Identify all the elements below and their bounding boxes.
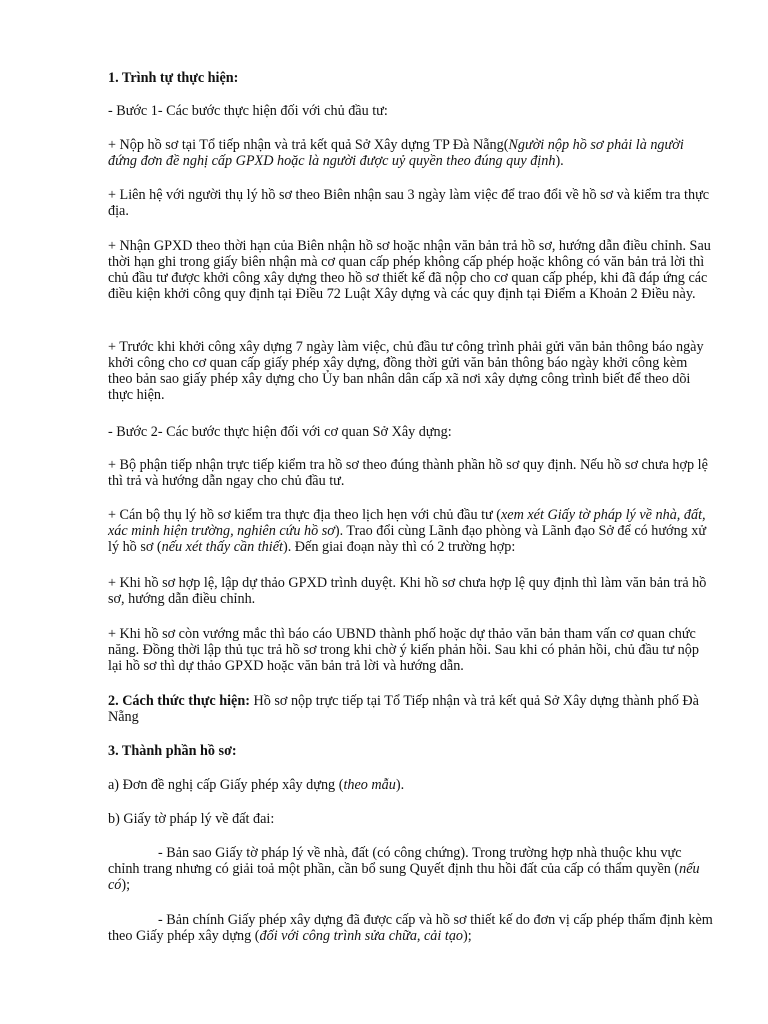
section-2-paragraph: 2. Cách thức thực hiện: Hồ sơ nộp trực tiếp tại Tổ Tiếp nhận và trả kết quả Sở Xây dựng thành phố Đà Nẵng <box>108 693 699 725</box>
step-1-item-2: + Liên hệ với người thụ lý hồ sơ theo Biên nhận sau 3 ngày làm việc để trao đổi về hồ sơ và kiểm tra thực địa. <box>108 187 710 219</box>
section-3-item-b2: - Bản chính Giấy phép xây dựng đã được cấp và hồ sơ thiết kế do đơn vị cấp phép thẩm định kèm theo Giấy phép xây dựng (đối với công trình sửa chữa, cải tạo); <box>108 912 713 944</box>
step-1-title: - Bước 1- Các bước thực hiện đối với chủ đầu tư: <box>108 103 388 119</box>
section-3-item-a: a) Đơn đề nghị cấp Giấy phép xây dựng (theo mẫu). <box>108 777 405 793</box>
section-3-item-b1: - Bản sao Giấy tờ pháp lý về nhà, đất (có công chứng). Trong trường hợp nhà thuộc khu vực chỉnh trang nhưng có giải toả một phần, cần bổ sung Quyết định thu hồi đất của cấp có thẩm quyền (nếu có); <box>108 845 700 893</box>
section-3-heading: 3. Thành phần hồ sơ: <box>108 743 237 759</box>
step-1-item-1: + Nộp hồ sơ tại Tổ tiếp nhận và trả kết quả Sở Xây dựng TP Đà Nẵng(Người nộp hồ sơ phải là người đứng đơn đề nghị cấp GPXD hoặc là người được uỷ quyền theo đúng quy định). <box>108 137 684 169</box>
step-2-title: - Bước 2- Các bước thực hiện đối với cơ quan Sở Xây dựng: <box>108 424 452 440</box>
step-2-item-2: + Cán bộ thụ lý hồ sơ kiểm tra thực địa theo lịch hẹn với chủ đầu tư (xem xét Giấy tờ pháp lý về nhà, đất, xác minh hiện trường, nghiên cứu hồ sơ). Trao đổi cùng Lãnh đạo phòng và Lãnh đạo Sở để có hướng xử lý hồ sơ (nếu xét thấy cần thiết). Đến giai đoạn này thì có 2 trường hợp: <box>108 507 707 555</box>
step-2-item-4: + Khi hồ sơ còn vướng mắc thì báo cáo UBND thành phố hoặc dự thảo văn bản tham vấn cơ quan chức năng. Đồng thời lập thủ tục trả hồ sơ trong khi chờ ý kiến phản hồi. Sau khi có phản hồi, chủ đầu tư nộp lại hồ sơ thì dự thảo GPXD hoặc văn bản trả lời và hướng dẫn. <box>108 626 699 674</box>
section-3-item-b: b) Giấy tờ pháp lý về đất đai: <box>108 811 275 827</box>
step-1-item-4: + Trước khi khởi công xây dựng 7 ngày làm việc, chủ đầu tư công trình phải gửi văn bản thông báo ngày khởi công cho cơ quan cấp giấy phép xây dựng, đồng thời gửi văn bản thông báo ngày khởi công kèm theo bản sao giấy phép xây dựng cho Ủy ban nhân dân cấp xã nơi xây dựng công trình biết để theo dõi thực hiện. <box>108 339 704 403</box>
section-1-heading: 1. Trình tự thực hiện: <box>108 70 239 86</box>
step-2-item-1: + Bộ phận tiếp nhận trực tiếp kiểm tra hồ sơ theo đúng thành phần hồ sơ quy định. Nếu hồ sơ chưa hợp lệ thì trả và hướng dẫn ngay cho chủ đầu tư. <box>108 457 708 489</box>
step-1-item-3: + Nhận GPXD theo thời hạn của Biên nhận hồ sơ hoặc nhận văn bản trả hồ sơ, hướng dẫn điều chỉnh. Sau thời hạn ghi trong giấy biên nhận mà cơ quan cấp phép không cấp phép hoặc không có văn bản trả lời thì chủ đầu tư được khởi công xây dựng theo hồ sơ thiết kế đã nộp cho cơ quan cấp phép, khi đã đáp ứng các điều kiện khởi công quy định tại Điều 72 Luật Xây dựng và các quy định tại Điểm a Khoản 2 Điều này. <box>108 238 711 302</box>
step-2-item-3: + Khi hồ sơ hợp lệ, lập dự thảo GPXD trình duyệt. Khi hồ sơ chưa hợp lệ quy định thì làm văn bản trả hồ sơ, hướng dẫn điều chỉnh. <box>108 575 707 607</box>
